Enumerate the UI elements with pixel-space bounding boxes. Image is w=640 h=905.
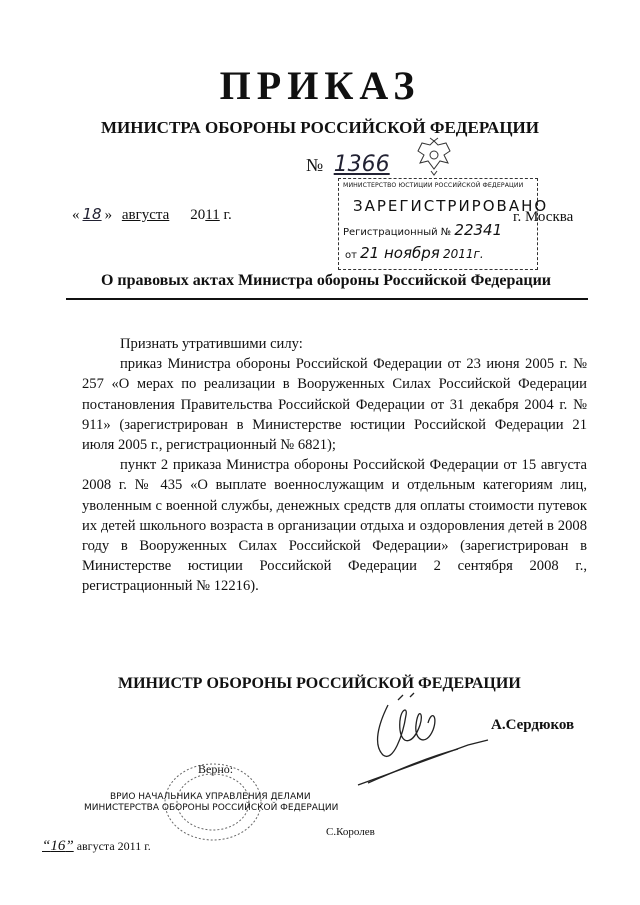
eagle-emblem-icon	[412, 135, 456, 177]
body-item-1: приказ Министра обороны Российской Федерации от 23 июня 2005 г. № 257 «О мерах по реализации в Вооруженных Силах Российской Федерации постановления Правительства Российской Федерации от 31 декабря 2004 г. № 911» (зарегистрирован в Министерстве юстиции Российской Федерации 21 июля 2005 г., регистрационный № 6821);	[82, 356, 587, 454]
stamp-from-year: 2011г.	[443, 247, 484, 261]
stamp-date-line	[345, 244, 484, 262]
order-body	[82, 334, 587, 597]
order-number-line	[306, 152, 390, 177]
certification-date	[42, 838, 151, 855]
date-month: августа	[121, 207, 170, 223]
date-year-unit: г.	[223, 207, 232, 223]
order-number: 1366	[333, 152, 390, 177]
cert-date-day: 16	[50, 838, 66, 854]
cert-date-open: “	[42, 838, 51, 854]
signatory-title: МИНИСТР ОБОРОНЫ РОССИЙСКОЙ ФЕДЕРАЦИИ	[118, 675, 521, 692]
heading-divider	[66, 298, 588, 300]
signatory-name: А.Сердюков	[491, 717, 575, 733]
date-open-quote: «	[72, 207, 80, 223]
date-close-quote: »	[104, 207, 113, 223]
body-item-2: пункт 2 приказа Министра обороны Российской Федерации от 15 августа 2008 г. № 435 «О выплате военнослужащим и отдельным категориям лиц, уволенным с военной службы, денежных средств для оплаты стоимости путевок их детей школьного возраста в организации отдыха и оздоровления детей в 2008 году в Вооруженных Силах Российской Федерации» (зарегистрирован в Министерстве юстиции Российской Федерации 2 сентября 2008 г., регистрационный № 12216).	[82, 457, 587, 595]
document-title: ПРИКАЗ	[219, 63, 421, 108]
stamp-from-label: от	[345, 250, 357, 261]
cert-date-rest: августа 2011 г.	[76, 839, 151, 853]
city: г. Москва	[513, 209, 574, 225]
stamp-from-date: 21 ноября	[360, 244, 440, 262]
certification-verno: Верно:	[198, 762, 234, 776]
stamp-reg-label: Регистрационный №	[343, 227, 452, 238]
number-label: №	[306, 155, 324, 175]
date-year-suffix: 11	[205, 207, 220, 223]
stamp-ministry: МИНИСТЕРСТВО ЮСТИЦИИ РОССИЙСКОЙ ФЕДЕРАЦИИ	[343, 182, 524, 189]
document-subtitle: МИНИСТРА ОБОРОНЫ РОССИЙСКОЙ ФЕДЕРАЦИИ	[100, 118, 540, 137]
certifier-position-line1: ВРИО НАЧАЛЬНИКА УПРАВЛЕНИЯ ДЕЛАМИ	[110, 792, 311, 802]
body-intro: Признать утратившими силу:	[120, 336, 303, 352]
order-date	[72, 205, 232, 224]
stamp-reg-number-line	[343, 221, 502, 239]
order-heading: О правовых актах Министра обороны Российской Федерации	[100, 272, 552, 289]
stamp-reg-number: 22341	[454, 221, 503, 239]
cert-date-close: ”	[65, 838, 74, 854]
date-year-prefix: 20	[190, 207, 206, 223]
certifier-position-line2: МИНИСТЕРСТВА ОБОРОНЫ РОССИЙСКОЙ ФЕДЕРАЦИИ	[84, 803, 339, 813]
certifier-name: С.Королев	[326, 826, 375, 838]
date-day: 18	[82, 205, 102, 223]
handwritten-signature	[328, 685, 498, 795]
stamp-status: ЗАРЕГИСТРИРОВАНО	[353, 197, 549, 215]
